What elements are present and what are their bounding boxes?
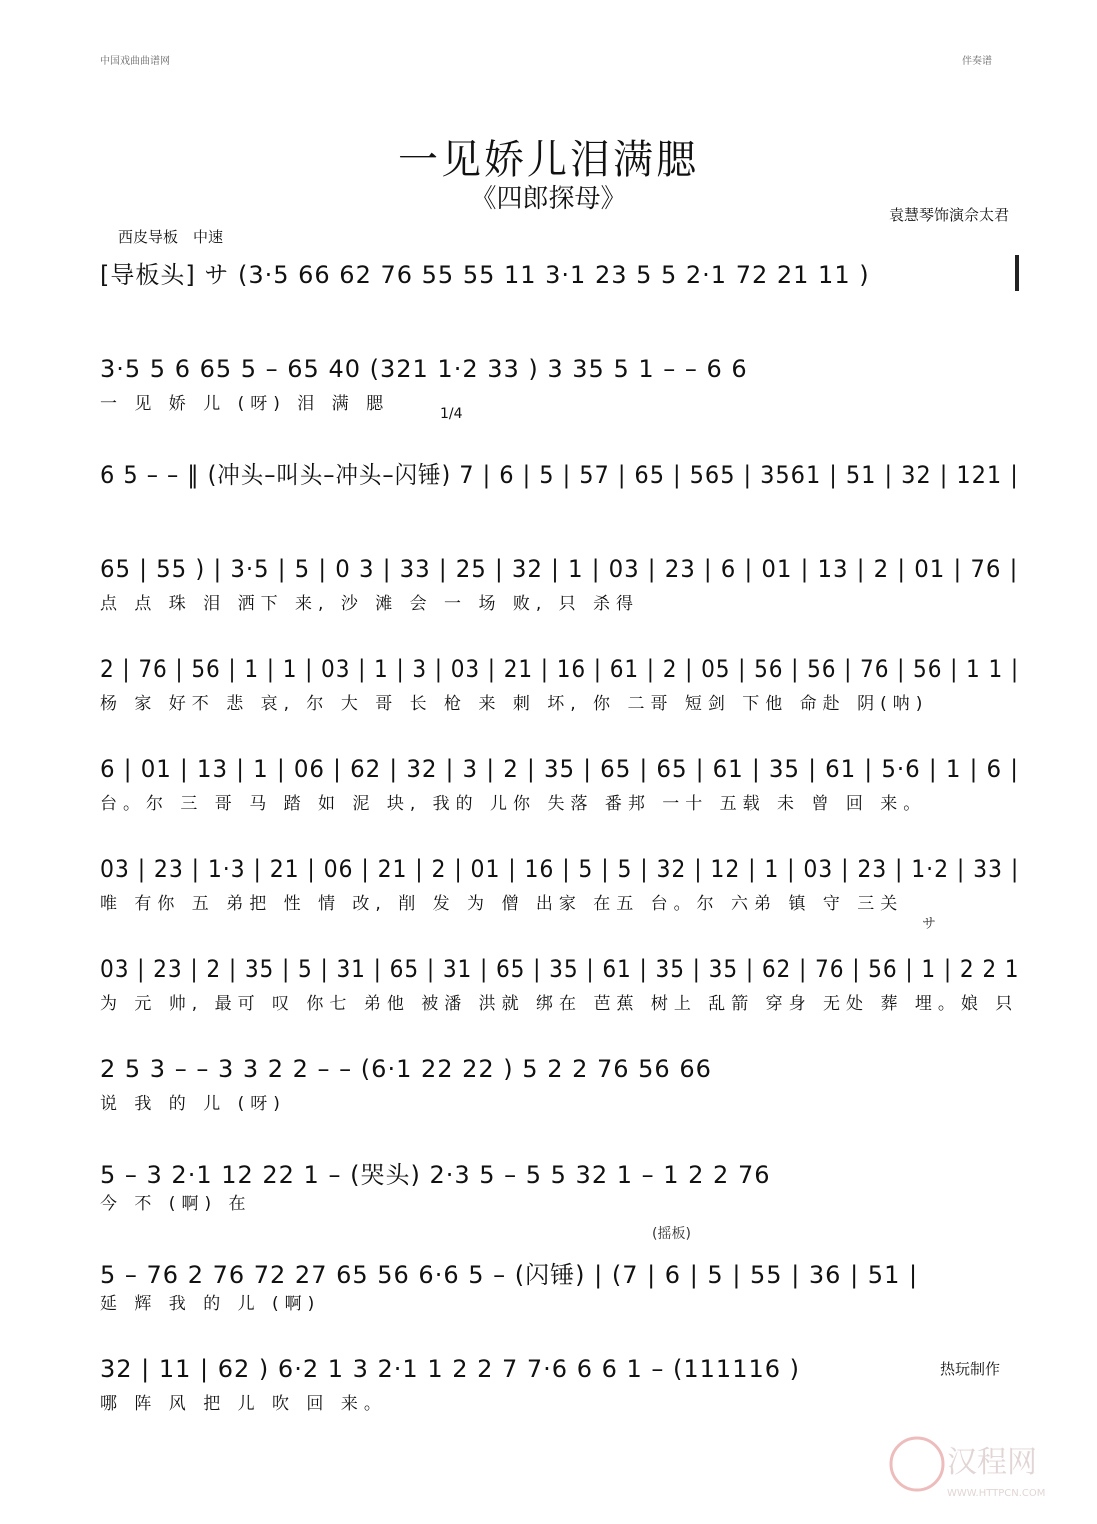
- free-rhythm-mark: サ: [922, 916, 936, 932]
- notes: 5 – 3 2·1 12 22 1 – (哭头) 2·3 5 – 5 5 32 1 – 1 2 2 76: [100, 1161, 771, 1189]
- lyrics: 杨 家 好不 悲 哀, 尔 大 哥 长 枪 来 刺 坏, 你 二哥 短剑 下他 命赴 阴(呐): [100, 694, 929, 714]
- notes: 5 – 76 2 76 72 27 65 56 6·6 5 – (闪锤) | (7 | 6 | 5 | 55 | 36 | 51 |: [100, 1261, 919, 1289]
- lyrics: 台。尔 三 哥 马 踏 如 泥 块, 我的 儿你 失落 番邦 一十 五载 未 曾 回 来。: [100, 794, 927, 814]
- lyrics: 哪 阵 风 把 儿 吹 回 来。: [100, 1394, 387, 1414]
- notes: [导板头] サ (3·5 66 62 76 55 55 11 3·1 23 5 5 2·1 72 21 11 ): [100, 261, 870, 289]
- notes: 2 | 76 | 56 | 1 | 1 | 03 | 1 | 3 | 03 | 21 | 16 | 61 | 2 | 05 | 56 | 56 | 76 | 56 | 1 1 |: [100, 655, 1020, 683]
- page-subtitle: 《四郎探母》: [470, 184, 627, 214]
- lyrics: 唯 有你 五 弟把 性 情 改, 削 发 为 僧 出家 在五 台。尔 六弟 镇 守 三关: [100, 894, 904, 914]
- notes: 03 | 23 | 1·3 | 21 | 06 | 21 | 2 | 01 | 16 | 5 | 5 | 32 | 12 | 1 | 03 | 23 | 1·2 | 33 |: [100, 855, 1020, 883]
- page-title: 一见娇儿泪满腮: [398, 137, 699, 183]
- lyrics: 今 不 (啊) 在: [100, 1194, 252, 1214]
- lyrics: 一 见 娇 儿 (呀) 泪 满 腮: [100, 394, 390, 414]
- lyrics: 说 我 的 儿 (呀): [100, 1094, 286, 1114]
- watermark-url: WWW.HTTPCN.COM: [947, 1488, 1046, 1499]
- notes: 65 | 55 ) | 3·5 | 5 | 0 3 | 33 | 25 | 32 | 1 | 03 | 23 | 6 | 01 | 13 | 2 | 01 | 76 |: [100, 555, 1019, 583]
- yaoban-marker: (摇板): [652, 1226, 691, 1242]
- producer-credit: 热玩制作: [940, 1360, 1001, 1378]
- lyrics: 为 元 帅, 最可 叹 你七 弟他 被潘 洪就 绑在 芭蕉 树上 乱箭 穿身 无处 葬 埋。娘 只: [100, 994, 1019, 1014]
- notes: 2 5 3 – – 3 3 2 2 – – (6·1 22 22 ) 5 2 2 76 56 66: [100, 1055, 712, 1083]
- watermark-circle-icon: [891, 1438, 943, 1490]
- watermark-text: 汉程网: [947, 1445, 1037, 1480]
- tempo-marking: 西皮导板 中速: [118, 228, 224, 246]
- notes: 32 | 11 | 62 ) 6·2 1 3 2·1 1 2 2 7 7·6 6 6 1 – (111116 ): [100, 1355, 801, 1383]
- notes: 6 | 01 | 13 | 1 | 06 | 62 | 32 | 3 | 2 | 35 | 65 | 65 | 61 | 35 | 61 | 5·6 | 1 | 6 |: [100, 755, 1019, 783]
- performer-credit: 袁慧琴饰演佘太君: [888, 206, 1009, 224]
- watermark-logo: [877, 1414, 1087, 1514]
- category-label: 伴奏谱: [962, 56, 992, 67]
- notes: 03 | 23 | 2 | 35 | 5 | 31 | 65 | 31 | 65 | 35 | 61 | 35 | 35 | 62 | 76 | 56 | 1 | 2 2 1: [100, 955, 1020, 983]
- lyrics: 点 点 珠 泪 洒下 来, 沙 滩 会 一 场 败, 只 杀得: [100, 594, 640, 614]
- time-signature: 1/4: [440, 406, 463, 422]
- notes: 3·5 5 6 65 5 – 65 40 (321 1·2 33 ) 3 35 5 1 – – 6 6: [100, 355, 748, 383]
- notes: 6 5 – – ‖ (冲头–叫头–冲头–闪锤) 7 | 6 | 5 | 57 | 65 | 565 | 3561 | 51 | 32 | 121 |: [100, 461, 1019, 489]
- site-name: 中国戏曲曲谱网: [100, 56, 170, 67]
- lyrics: 延 辉 我 的 儿 (啊): [100, 1294, 321, 1314]
- repeat-bar: [1015, 255, 1019, 291]
